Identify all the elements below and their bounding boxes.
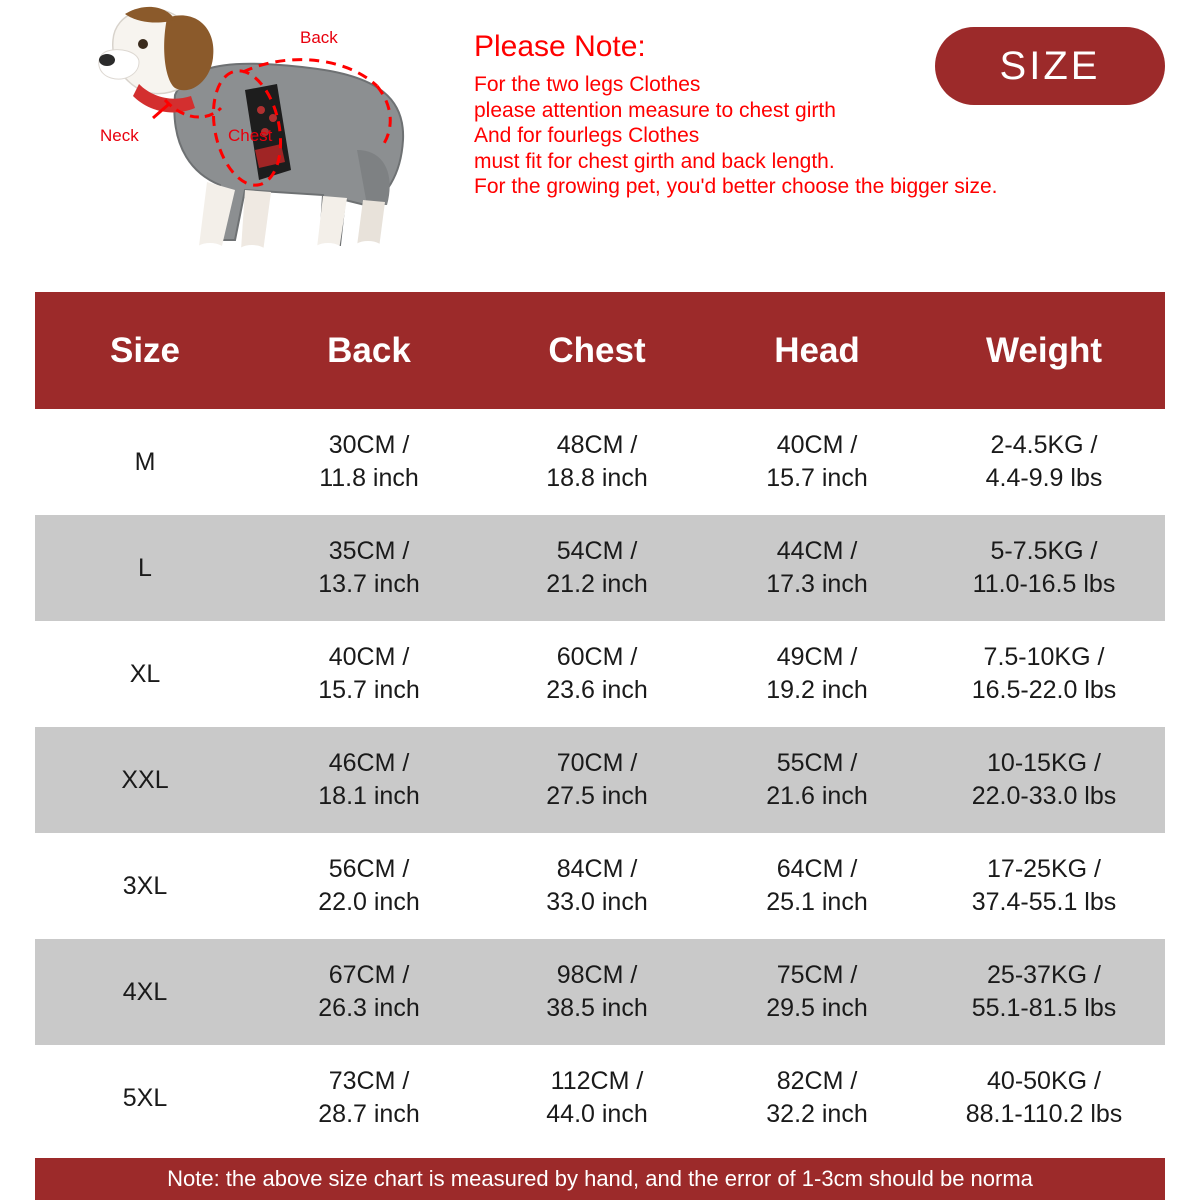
cell-line: 17.3 inch bbox=[766, 570, 868, 598]
cell-size: L bbox=[35, 515, 255, 621]
cell-chest bbox=[483, 515, 711, 621]
cell-head bbox=[711, 1045, 923, 1151]
label-neck: Neck bbox=[100, 126, 139, 145]
header-section bbox=[0, 0, 1200, 292]
cell-line: 21.6 inch bbox=[766, 782, 868, 810]
cell-weight bbox=[923, 621, 1165, 727]
note-title: Please Note: bbox=[474, 30, 646, 63]
cell-line: 29.5 inch bbox=[766, 994, 868, 1022]
harness-dot bbox=[257, 106, 265, 114]
size-badge-label: SIZE bbox=[999, 43, 1101, 88]
size-table-wrapper bbox=[35, 292, 1165, 1151]
cell-line: 82CM / bbox=[776, 1067, 858, 1095]
cell-line: 28.7 inch bbox=[318, 1100, 420, 1128]
note-line-1: For the two legs Clothes bbox=[474, 73, 701, 96]
cell-chest bbox=[483, 409, 711, 515]
cell-line: 40-50KG / bbox=[987, 1067, 1101, 1095]
cell-line: 22.0 inch bbox=[318, 888, 420, 916]
cell-line: 7.5-10KG / bbox=[983, 643, 1105, 671]
dog-paw bbox=[236, 245, 268, 263]
table-header-row bbox=[35, 292, 1165, 409]
size-table bbox=[35, 292, 1165, 1151]
cell-chest bbox=[483, 1045, 711, 1151]
column-header-size: Size bbox=[35, 292, 255, 409]
cell-back bbox=[255, 939, 483, 1045]
cell-line: 30CM / bbox=[328, 431, 410, 459]
dog-rear-leg-2 bbox=[357, 200, 385, 248]
note-line-2: please attention measure to chest girth bbox=[474, 98, 836, 122]
column-header-head: Head bbox=[711, 292, 923, 409]
cell-line: 54CM / bbox=[556, 537, 638, 565]
cell-line: 26.3 inch bbox=[318, 994, 420, 1022]
cell-line: 40CM / bbox=[776, 431, 858, 459]
cell-weight bbox=[923, 833, 1165, 939]
cell-line: 38.5 inch bbox=[546, 994, 648, 1022]
cell-weight bbox=[923, 939, 1165, 1045]
cell-line: 40CM / bbox=[328, 643, 410, 671]
cell-back bbox=[255, 727, 483, 833]
cell-line: 55.1-81.5 lbs bbox=[971, 994, 1117, 1022]
cell-line: 11.8 inch bbox=[319, 464, 419, 492]
cell-line: 32.2 inch bbox=[766, 1100, 868, 1128]
cell-weight bbox=[923, 515, 1165, 621]
cell-line: 11.0-16.5 lbs bbox=[972, 570, 1116, 598]
cell-line: 25.1 inch bbox=[766, 888, 868, 916]
cell-size: 4XL bbox=[35, 939, 255, 1045]
cell-chest bbox=[483, 621, 711, 727]
cell-head bbox=[711, 621, 923, 727]
cell-weight bbox=[923, 727, 1165, 833]
dog-paw bbox=[312, 243, 344, 261]
cell-line: 15.7 inch bbox=[766, 464, 868, 492]
cell-head bbox=[711, 939, 923, 1045]
label-chest: Chest bbox=[228, 126, 273, 145]
cell-chest bbox=[483, 833, 711, 939]
column-header-chest: Chest bbox=[483, 292, 711, 409]
cell-line: 64CM / bbox=[776, 855, 858, 883]
table-row bbox=[35, 939, 1165, 1045]
cell-line: 112CM / bbox=[550, 1067, 644, 1095]
cell-size: XXL bbox=[35, 727, 255, 833]
note-line-4: must fit for chest girth and back length. bbox=[474, 149, 835, 173]
cell-line: 60CM / bbox=[556, 643, 638, 671]
cell-size: M bbox=[35, 409, 255, 515]
cell-line: 23.6 inch bbox=[546, 676, 648, 704]
cell-head bbox=[711, 515, 923, 621]
cell-line: 4.4-9.9 lbs bbox=[985, 464, 1103, 492]
cell-line: 21.2 inch bbox=[546, 570, 648, 598]
cell-line: 56CM / bbox=[328, 855, 410, 883]
cell-line: 88.1-110.2 lbs bbox=[965, 1100, 1123, 1128]
cell-head bbox=[711, 833, 923, 939]
cell-line: 37.4-55.1 lbs bbox=[971, 888, 1117, 916]
table-row bbox=[35, 515, 1165, 621]
table-row bbox=[35, 621, 1165, 727]
cell-line: 84CM / bbox=[556, 855, 638, 883]
column-header-back: Back bbox=[255, 292, 483, 409]
cell-line: 70CM / bbox=[556, 749, 638, 777]
dog-front-leg-2 bbox=[241, 190, 271, 252]
cell-weight bbox=[923, 1045, 1165, 1151]
footer-note-bar bbox=[35, 1158, 1165, 1200]
cell-line: 17-25KG / bbox=[987, 855, 1101, 883]
cell-line: 98CM / bbox=[556, 961, 638, 989]
cell-line: 27.5 inch bbox=[546, 782, 648, 810]
cell-line: 55CM / bbox=[776, 749, 858, 777]
cell-size: 5XL bbox=[35, 1045, 255, 1151]
cell-line: 67CM / bbox=[328, 961, 410, 989]
cell-line: 44.0 inch bbox=[546, 1100, 648, 1128]
cell-line: 18.8 inch bbox=[546, 464, 648, 492]
cell-line: 73CM / bbox=[328, 1067, 410, 1095]
dog-nose bbox=[99, 54, 115, 66]
cell-back bbox=[255, 1045, 483, 1151]
cell-line: 2-4.5KG / bbox=[990, 431, 1098, 459]
note-line-5: For the growing pet, you'd better choose the bigger size. bbox=[474, 175, 998, 198]
cell-line: 44CM / bbox=[776, 537, 858, 565]
dog-paw bbox=[194, 243, 226, 261]
cell-line: 35CM / bbox=[328, 537, 410, 565]
column-header-weight: Weight bbox=[923, 292, 1165, 409]
cell-line: 49CM / bbox=[776, 643, 858, 671]
cell-size: 3XL bbox=[35, 833, 255, 939]
table-row bbox=[35, 1045, 1165, 1151]
table-row bbox=[35, 727, 1165, 833]
cell-size: XL bbox=[35, 621, 255, 727]
cell-line: 15.7 inch bbox=[318, 676, 420, 704]
cell-line: 18.1 inch bbox=[318, 782, 420, 810]
cell-line: 22.0-33.0 lbs bbox=[971, 782, 1117, 810]
cell-back bbox=[255, 409, 483, 515]
cell-line: 75CM / bbox=[776, 961, 858, 989]
dog-eye bbox=[138, 39, 148, 49]
cell-back bbox=[255, 833, 483, 939]
cell-back bbox=[255, 621, 483, 727]
cell-chest bbox=[483, 939, 711, 1045]
cell-line: 33.0 inch bbox=[546, 888, 648, 916]
note-line-3: And for fourlegs Clothes bbox=[474, 124, 700, 147]
cell-head bbox=[711, 727, 923, 833]
cell-line: 16.5-22.0 lbs bbox=[971, 676, 1117, 704]
cell-back bbox=[255, 515, 483, 621]
cell-line: 19.2 inch bbox=[766, 676, 868, 704]
footer-note-text: Note: the above size chart is measured by hand, and the error of 1-3cm should be norma bbox=[167, 1166, 1033, 1191]
cell-chest bbox=[483, 727, 711, 833]
table-row bbox=[35, 409, 1165, 515]
cell-weight bbox=[923, 409, 1165, 515]
dog-illustration bbox=[95, 0, 445, 285]
cell-line: 25-37KG / bbox=[987, 961, 1101, 989]
size-badge bbox=[935, 27, 1165, 105]
label-back: Back bbox=[300, 28, 338, 47]
cell-line: 5-7.5KG / bbox=[990, 537, 1098, 565]
cell-line: 46CM / bbox=[328, 749, 410, 777]
cell-line: 48CM / bbox=[556, 431, 638, 459]
cell-head bbox=[711, 409, 923, 515]
table-row bbox=[35, 833, 1165, 939]
dog-paw bbox=[352, 241, 384, 259]
cell-line: 13.7 inch bbox=[318, 570, 420, 598]
cell-line: 10-15KG / bbox=[987, 749, 1101, 777]
